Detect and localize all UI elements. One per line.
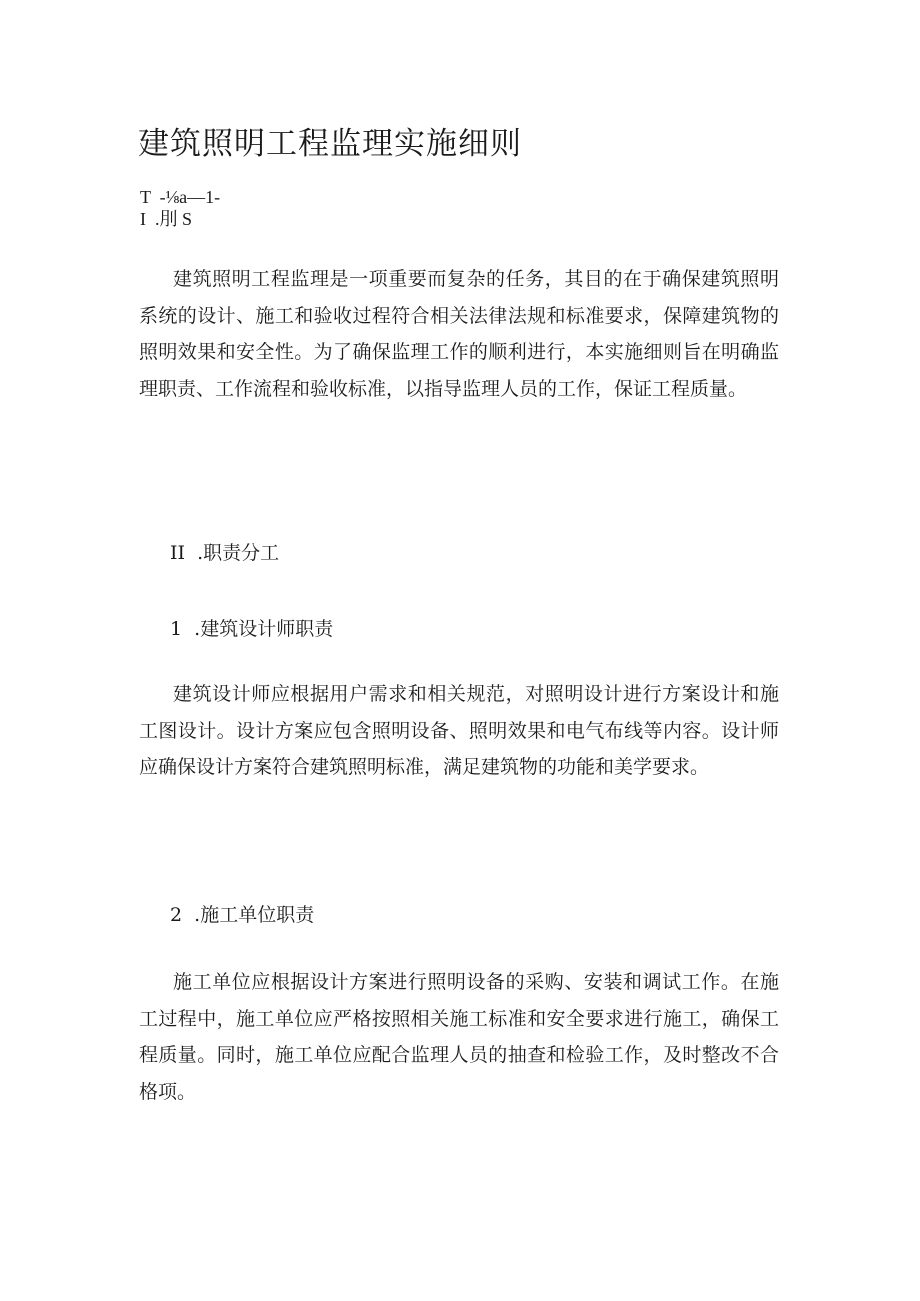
document-title: 建筑照明工程监理实施细则 [138, 126, 522, 162]
subsection-heading-contractor: 2 .施工单位职责 [170, 904, 315, 926]
architect-paragraph: 建筑设计师应根据用户需求和相关规范，对照明设计进行方案设计和施工图设计。设计方案应包含照明设备、照明效果和电气布线等内容。设计师应确保设计方案符合建筑照明标准，满足建筑物的功能和美学要求。 [139, 683, 779, 778]
section-heading-responsibilities: II .职责分工 [170, 542, 280, 564]
table-of-contents [140, 186, 220, 230]
intro-paragraph: 建筑照明工程监理是一项重要而复杂的任务，其目的在于确保建筑照明系统的设计、施工和验收过程符合相关法律法规和标准要求，保障建筑物的照明效果和安全性。为了确保监理工作的顺利进行，本实施细则旨在明确监理职责、工作流程和验收标准，以指导监理人员的工作，保证工程质量。 [139, 268, 779, 400]
toc-line-1: T -⅛a—1- [140, 187, 221, 207]
contractor-paragraph: 施工单位应根据设计方案进行照明设备的采购、安装和调试工作。在施工过程中，施工单位应严格按照相关施工标准和安全要求进行施工，确保工程质量。同时，施工单位应配合监理人员的抽查和检验工作，及时整改不合格项。 [139, 971, 779, 1103]
subsection-heading-architect: 1 .建筑设计师职责 [170, 618, 334, 640]
toc-line-2: I .刖 S [140, 209, 193, 229]
